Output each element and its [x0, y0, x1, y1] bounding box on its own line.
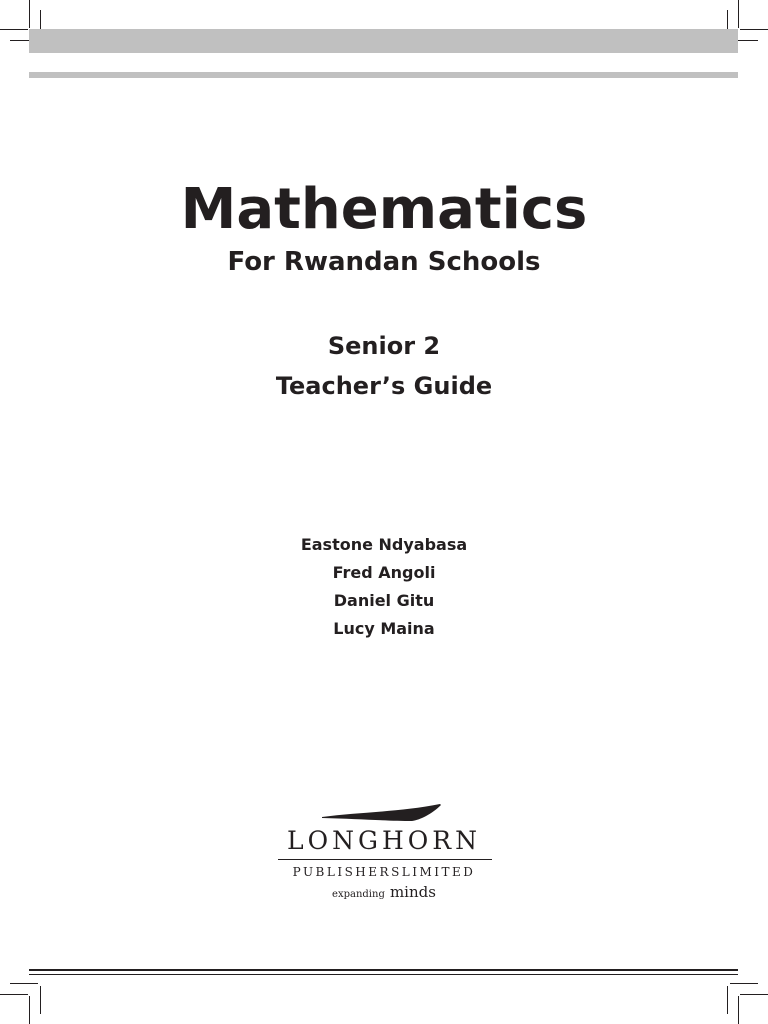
crop-mark	[40, 986, 41, 1014]
tagline-big: minds	[389, 883, 436, 901]
crop-mark	[738, 0, 739, 28]
author-list	[0, 531, 768, 643]
header-rule	[29, 72, 738, 78]
author-name: Daniel Gitu	[333, 591, 435, 610]
book-guide-type: Teacher’s Guide	[275, 372, 493, 400]
book-title: Mathematics	[180, 177, 588, 242]
crop-mark	[740, 994, 768, 995]
publisher-logo	[270, 800, 498, 910]
crop-mark	[0, 994, 28, 995]
crop-mark	[727, 986, 728, 1014]
footer-rule	[29, 974, 738, 975]
footer-rule	[29, 969, 738, 971]
crop-mark	[29, 996, 30, 1024]
author-name: Lucy Maina	[333, 619, 435, 638]
publisher-tagline	[270, 882, 498, 905]
crop-mark	[29, 0, 30, 28]
book-level: Senior 2	[327, 332, 441, 360]
logo-divider	[278, 859, 492, 860]
author-name: Fred Angoli	[332, 563, 436, 582]
crop-mark	[0, 29, 28, 30]
crop-mark	[10, 983, 38, 984]
crop-mark	[740, 29, 768, 30]
tagline-small: expanding	[332, 889, 385, 900]
publisher-subname: PUBLISHERSLIMITED	[292, 865, 476, 879]
publisher-name: LONGHORN	[287, 826, 481, 855]
book-subtitle: For Rwandan Schools	[227, 247, 541, 277]
crop-mark	[738, 996, 739, 1024]
author-name: Eastone Ndyabasa	[300, 535, 468, 554]
crop-mark	[730, 983, 758, 984]
swoosh-icon	[320, 800, 442, 824]
header-band	[29, 29, 738, 53]
